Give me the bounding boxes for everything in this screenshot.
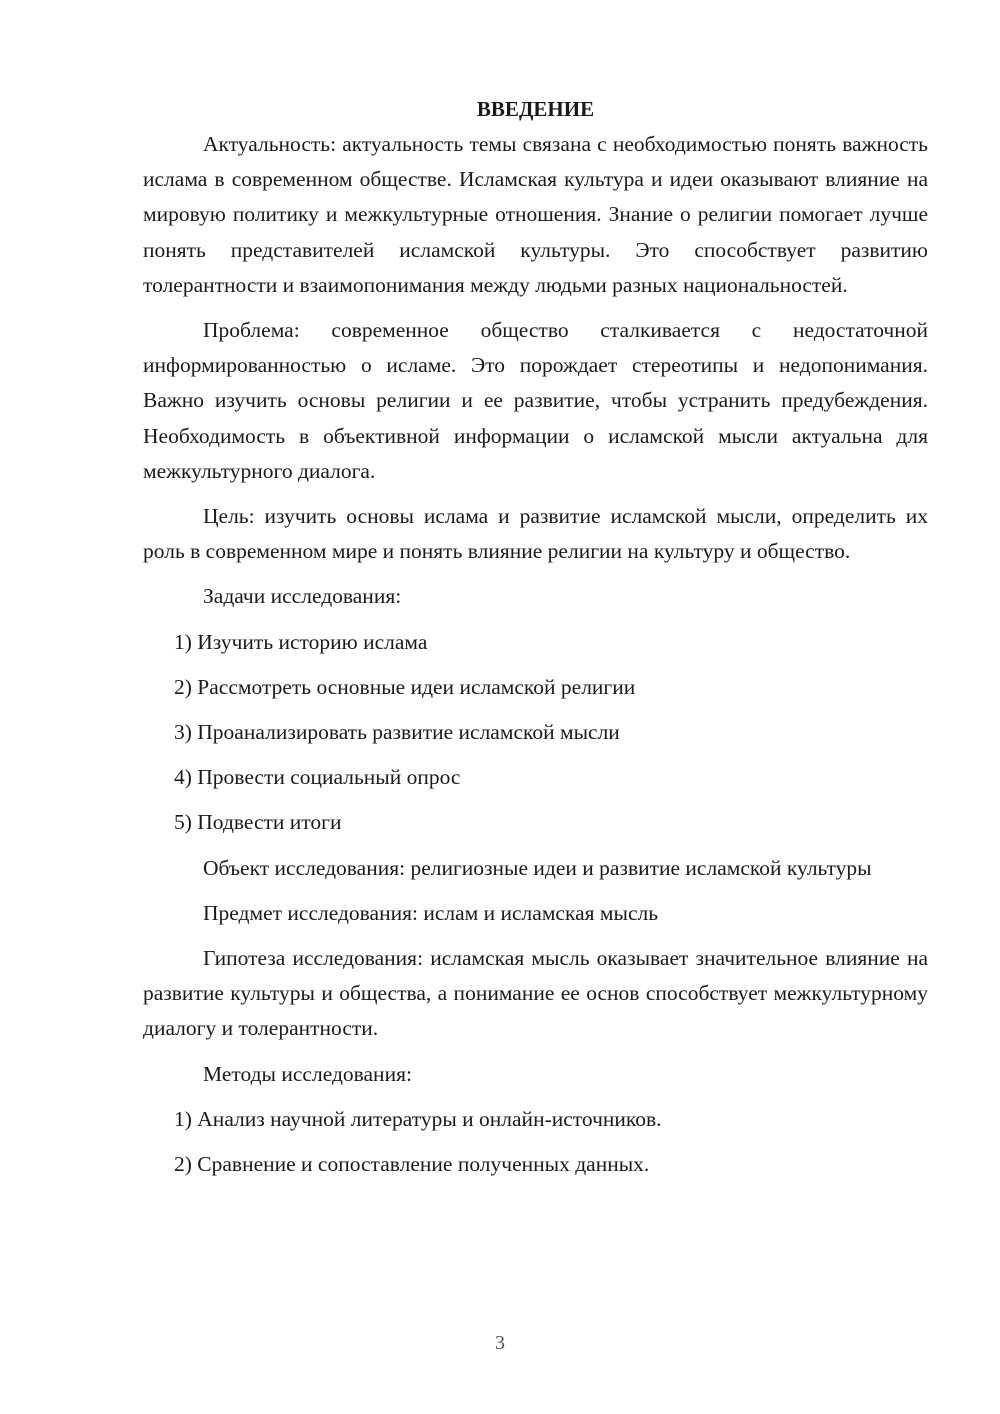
methods-list [143,1102,928,1182]
page-number: 3 [495,1332,505,1354]
list-item: 3) Проанализировать развитие исламской мысли [174,720,620,745]
problem-paragraph: Проблема: современное общество сталкивается с недостаточной информированностью о исламе. Это порождает стереотипы и недопонимания. Важно изучить основы религии и ее развитие, чтобы устранить предубеждения. Необходимость в объективной информации о исламской мысли актуальна для межкультурного диалога. [143,318,928,483]
hypothesis-paragraph: Гипотеза исследования: исламская мысль оказывает значительное влияние на развитие культуры и общества, а понимание ее основ способствует межкультурному диалогу и толерантности. [143,946,928,1041]
list-item: 2) Рассмотреть основные идеи исламской религии [174,674,636,699]
list-item: 5) Подвести итоги [174,810,342,835]
list-item: 4) Провести социальный опрос [174,765,461,790]
document-page [143,92,928,1182]
list-item: 2) Сравнение и сопоставление полученных данных. [174,1152,650,1177]
goal-paragraph: Цель: изучить основы ислама и развитие исламской мысли, определить их роль в современном мире и понять влияние религии на культуру и общество. [143,504,928,564]
subject-paragraph: Предмет исследования: ислам и исламская мысль [203,900,659,925]
section-heading: ВВЕДЕНИЕ [476,97,595,121]
list-item: 1) Изучить историю ислама [174,629,428,654]
relevance-paragraph: Актуальность: актуальность темы связана с необходимостью понять важность ислама в современном обществе. Исламская культура и идеи оказывают влияние на мировую политику и межкультурные отношения. Знание о религии помогает лучше понять представителей исламской культуры. Это способствует развитию толерантности и взаимопонимания между людьми разных национальностей. [143,132,928,297]
methods-title: Методы исследования: [203,1061,412,1086]
tasks-list [143,625,928,841]
list-item: 1) Анализ научной литературы и онлайн-источников. [174,1106,662,1131]
tasks-title: Задачи исследования: [203,584,402,609]
object-paragraph: Объект исследования: религиозные идеи и развитие исламской культуры [203,855,872,880]
